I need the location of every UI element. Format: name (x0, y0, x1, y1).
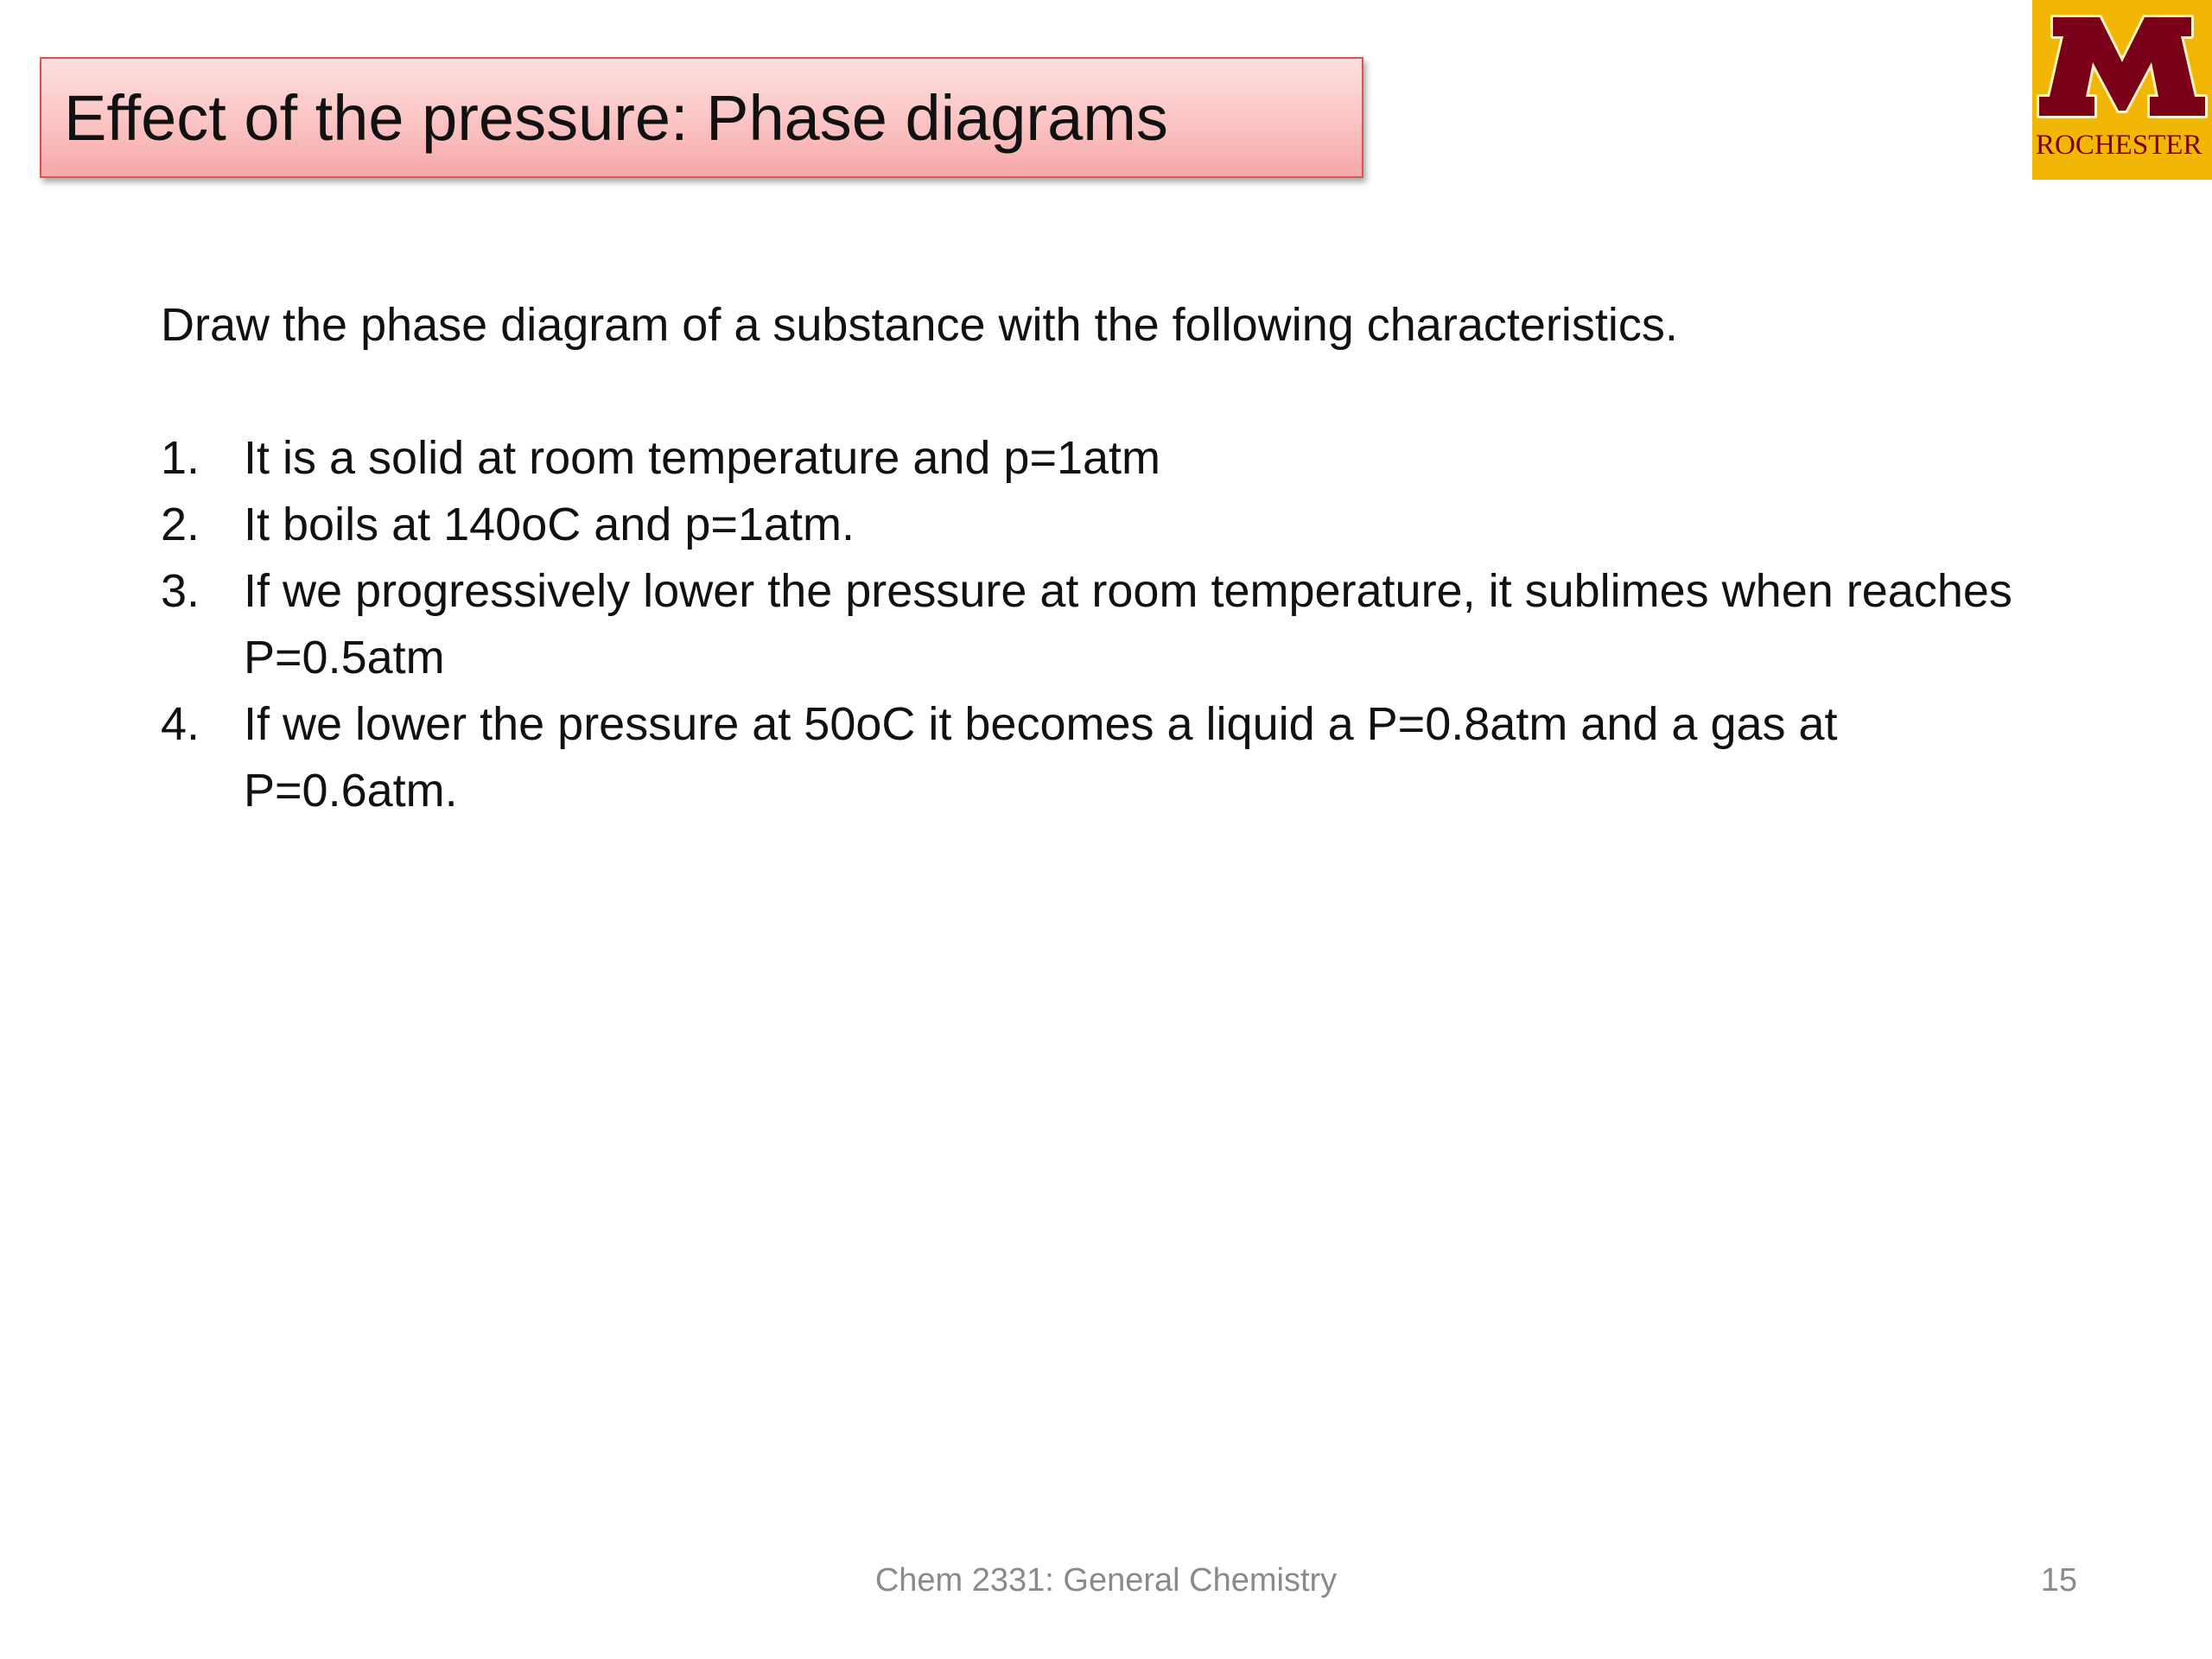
characteristics-list (161, 425, 2018, 824)
slide-body (161, 292, 2018, 824)
intro-text: Draw the phase diagram of a substance with the following characteristics. (161, 299, 1678, 351)
university-m-logo-icon (2032, 0, 2212, 130)
logo-text: ROCHESTER (2036, 130, 2202, 161)
list-item (161, 558, 2018, 691)
list-item (161, 425, 2018, 492)
list-item-text: If we progressively lower the pressure at room temperature, it sublimes when reaches P=0.5atm (244, 565, 2012, 683)
page-number: 15 (2040, 1562, 2077, 1599)
list-item-text: It boils at 140oC and p=1atm. (244, 499, 855, 550)
list-item-number: 4. (161, 698, 200, 750)
list-item-number: 2. (161, 499, 200, 550)
list-item-number: 1. (161, 432, 200, 484)
list-item (161, 691, 2018, 824)
university-logo (2032, 0, 2212, 180)
list-item (161, 492, 2018, 558)
list-item-text: It is a solid at room temperature and p=1atm (244, 432, 1161, 484)
title-banner (40, 57, 1363, 178)
slide-title: Effect of the pressure: Phase diagrams (64, 81, 1168, 154)
footer-course: Chem 2331: General Chemistry (874, 1562, 1338, 1599)
list-item-number: 3. (161, 565, 200, 617)
list-item-text: If we lower the pressure at 50oC it becomes a liquid a P=0.8atm and a gas at P=0.6atm. (244, 698, 1838, 817)
